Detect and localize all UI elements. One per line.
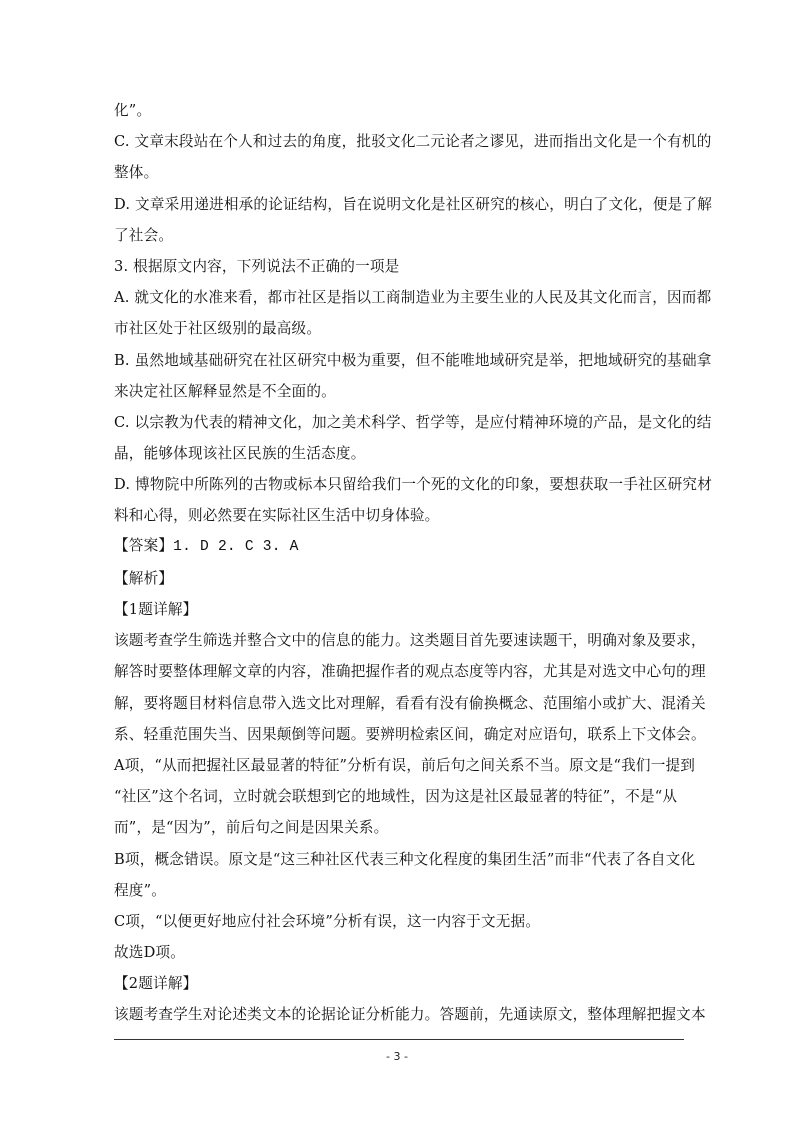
text-line: 了社会。 bbox=[114, 226, 174, 244]
text-line: 晶，能够体现该社区民族的生活态度。 bbox=[114, 445, 366, 463]
q1-explanation-heading: 【1题详解】 bbox=[114, 601, 198, 618]
text-line: B项，概念错误。原文是“这三种社区代表三种文化程度的集团生活”而非“代表了各自文化 bbox=[114, 850, 696, 868]
footer-divider bbox=[114, 1039, 684, 1040]
question-3-stem: 3. 根据原文内容，下列说法不正确的一项是 bbox=[114, 257, 400, 275]
text-line: C. 文章末段站在个人和过去的角度，批驳文化二元论者之谬见，进而指出文化是一个有机的 bbox=[114, 133, 712, 151]
q2-explanation-heading: 【2题详解】 bbox=[114, 975, 198, 993]
text-line: A项，“从而把握社区最显著的特征”分析有误，前后句之间关系不当。原文是“我们一提到 bbox=[114, 756, 696, 774]
text-line: 故选D项。 bbox=[114, 944, 186, 962]
analysis-heading: 【解析】 bbox=[114, 569, 174, 587]
option-a: A. 就文化的水准来看，都市社区是指以工商制造业为主要生业的人民及其文化而言，因而都 bbox=[114, 289, 712, 307]
text-line: C项，“以便更好地应付社会环境”分析有误，这一内容于文无据。 bbox=[114, 912, 541, 930]
text-line: 解答时要整体理解文章的内容，准确把握作者的观点态度等内容，尤其是对选文中心句的理 bbox=[114, 663, 706, 681]
option-c: C. 以宗教为代表的精神文化，加之美术科学、哲学等，是应付精神环境的产品，是文化的结 bbox=[114, 413, 712, 431]
text-line: 该题考查学生筛选并整合文中的信息的能力。这类题目首先要速读题干，明确对象及要求， bbox=[114, 632, 706, 650]
text-line: D. 文章采用递进相承的论证结构，旨在说明文化是社区研究的核心，明白了文化，便是了解 bbox=[114, 195, 713, 213]
answer-key: 【答案】1. D 2. C 3. A bbox=[114, 538, 299, 555]
text-line: 市社区处于社区级别的最高级。 bbox=[114, 320, 322, 338]
page-number: - 3 - bbox=[386, 1050, 408, 1063]
text-line: 系、轻重范围失当、因果颠倒等问题。要辨明检索区间，确定对应语句，联系上下文体会。 bbox=[114, 725, 706, 743]
text-line: 程度”。 bbox=[114, 881, 167, 899]
text-line: 该题考查学生对论述类文本的论据论证分析能力。答题前，先通读原文，整体理解把握文本 bbox=[114, 1006, 706, 1024]
text-line: 来决定社区解释显然是不全面的。 bbox=[114, 382, 336, 400]
text-line: 料和心得，则必然要在实际社区生活中切身体验。 bbox=[114, 507, 440, 525]
text-line: 而”，是“因为”，前后句之间是因果关系。 bbox=[114, 819, 389, 837]
body-text bbox=[114, 95, 713, 1031]
text-line: 整体。 bbox=[114, 164, 159, 182]
text-line: “社区”这个名词，立时就会联想到它的地域性，因为这是社区最显著的特征”，不是“从 bbox=[114, 788, 678, 806]
text-line: 化”。 bbox=[114, 102, 152, 119]
option-d: D. 博物院中所陈列的古物或标本只留给我们一个死的文化的印象，要想获取一手社区研究材 bbox=[114, 476, 713, 494]
option-b: B. 虽然地域基础研究在社区研究中极为重要，但不能唯地域研究是举，把地域研究的基础拿 bbox=[114, 351, 712, 369]
text-line: 解，要将题目材料信息带入选文比对理解，看看有没有偷换概念、范围缩小或扩大、混淆关 bbox=[114, 694, 706, 712]
